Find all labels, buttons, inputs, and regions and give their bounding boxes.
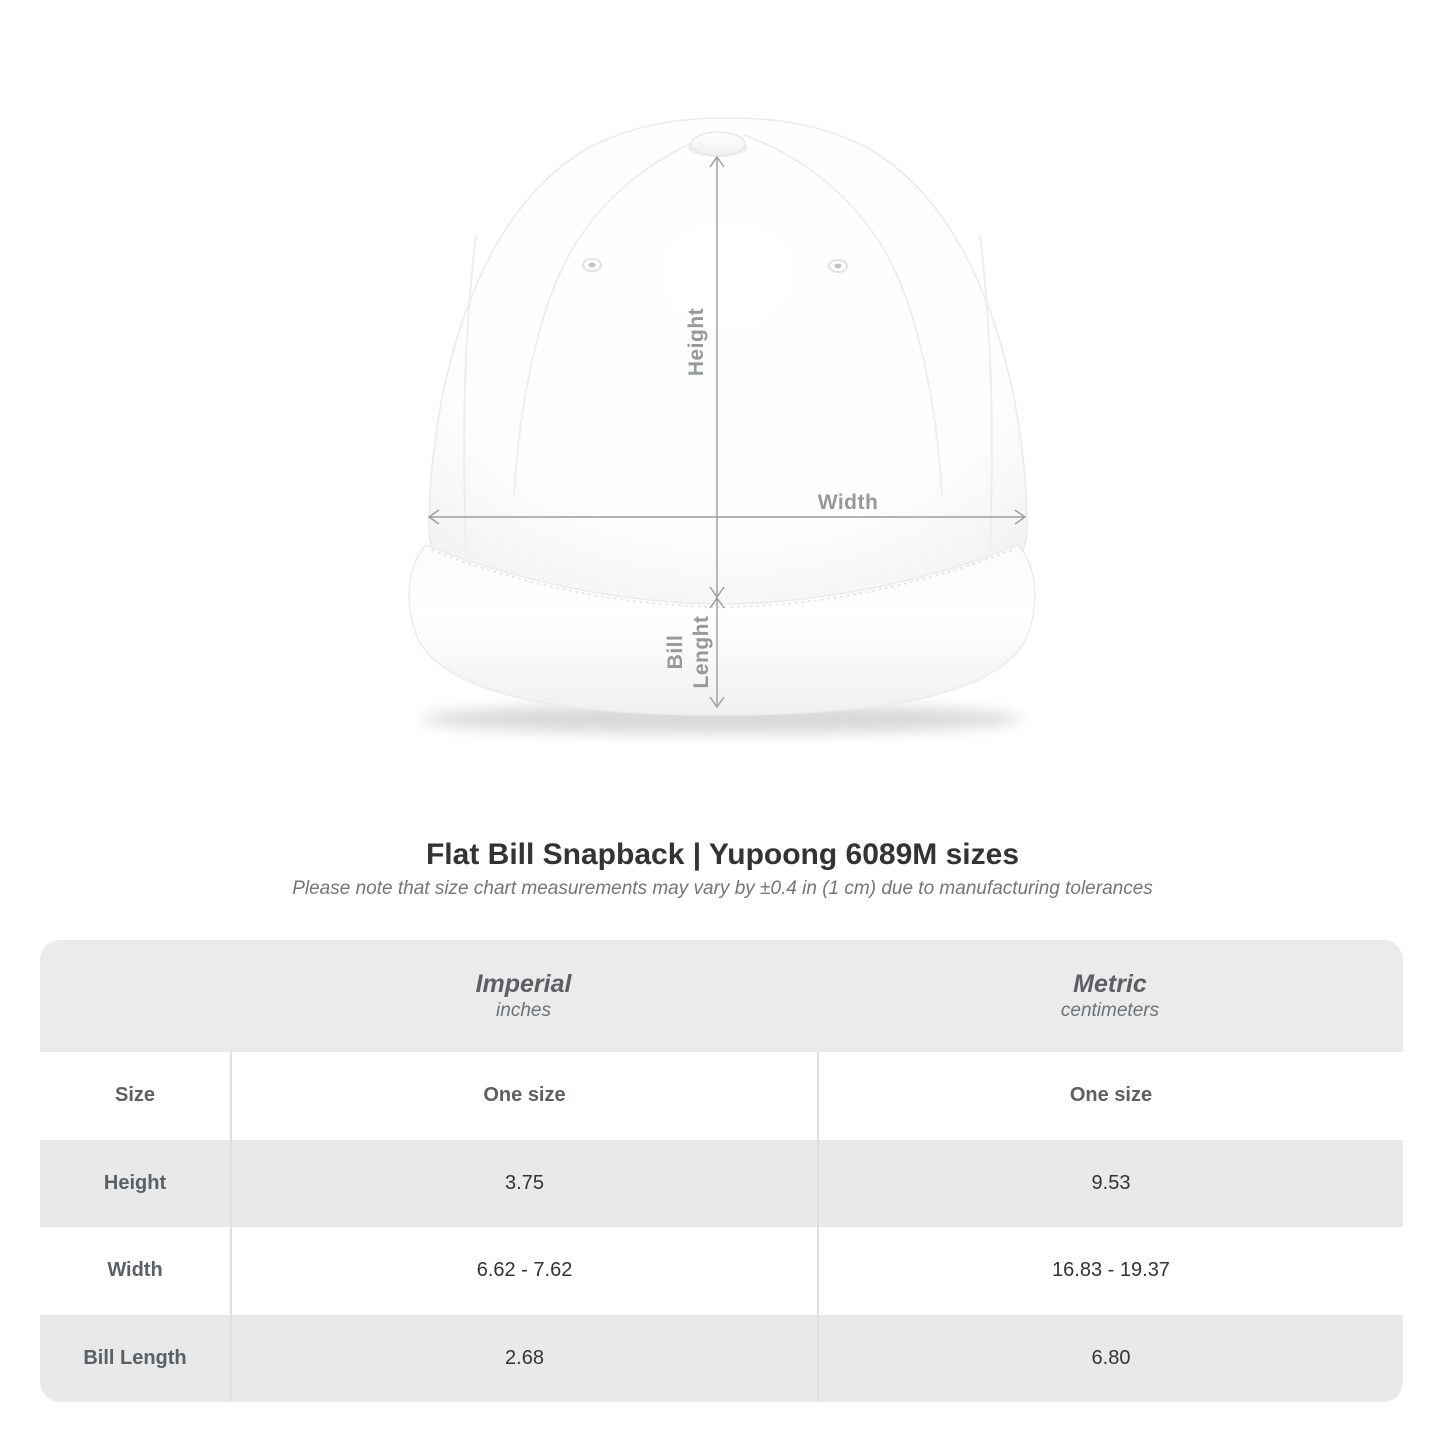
height-label: Height	[685, 307, 708, 377]
table-body	[40, 1052, 1403, 1402]
table-row-size	[40, 1052, 1403, 1140]
row-label: Size	[114, 1084, 156, 1107]
width-label: Width	[817, 491, 879, 514]
imperial-value: 2.68	[230, 1315, 817, 1403]
metric-value: 16.83 - 19.37	[817, 1227, 1403, 1315]
eyelet-right-icon	[829, 260, 847, 272]
row-label: Height	[103, 1171, 167, 1194]
hat-diagram	[390, 95, 1050, 745]
hat-crown	[429, 118, 1027, 608]
bill-length-label-line1: Bill	[664, 634, 687, 670]
imperial-value: 6.62 - 7.62	[230, 1227, 817, 1315]
table-row-bill-length	[40, 1315, 1403, 1403]
hat-illustration	[390, 95, 1050, 745]
heading-block	[0, 836, 1445, 902]
header-metric	[817, 940, 1403, 1052]
row-label: Width	[107, 1259, 163, 1282]
imperial-label: Imperial	[475, 970, 572, 998]
bill-length-label-line2: Lenght	[690, 615, 713, 689]
header-imperial	[230, 940, 817, 1052]
page-subtitle: Please note that size chart measurements may vary by ±0.4 in (1 cm) due to manufacturing tolerances	[292, 878, 1153, 899]
imperial-value: 3.75	[230, 1140, 817, 1228]
imperial-value: One size	[230, 1052, 817, 1140]
metric-value: One size	[817, 1052, 1403, 1140]
metric-unit: centimeters	[1060, 1000, 1160, 1021]
table-row-width	[40, 1227, 1403, 1315]
header-corner-cell	[40, 940, 230, 1052]
imperial-unit: inches	[496, 1000, 551, 1021]
table-header	[40, 940, 1403, 1052]
page-title: Flat Bill Snapback | Yupoong 6089M sizes	[425, 838, 1019, 871]
row-label: Bill Length	[83, 1346, 187, 1369]
table-row-height	[40, 1140, 1403, 1228]
metric-label: Metric	[1073, 970, 1147, 998]
eyelet-left-icon	[583, 259, 601, 271]
metric-value: 9.53	[817, 1140, 1403, 1228]
size-table	[40, 940, 1403, 1402]
metric-value: 6.80	[817, 1315, 1403, 1403]
